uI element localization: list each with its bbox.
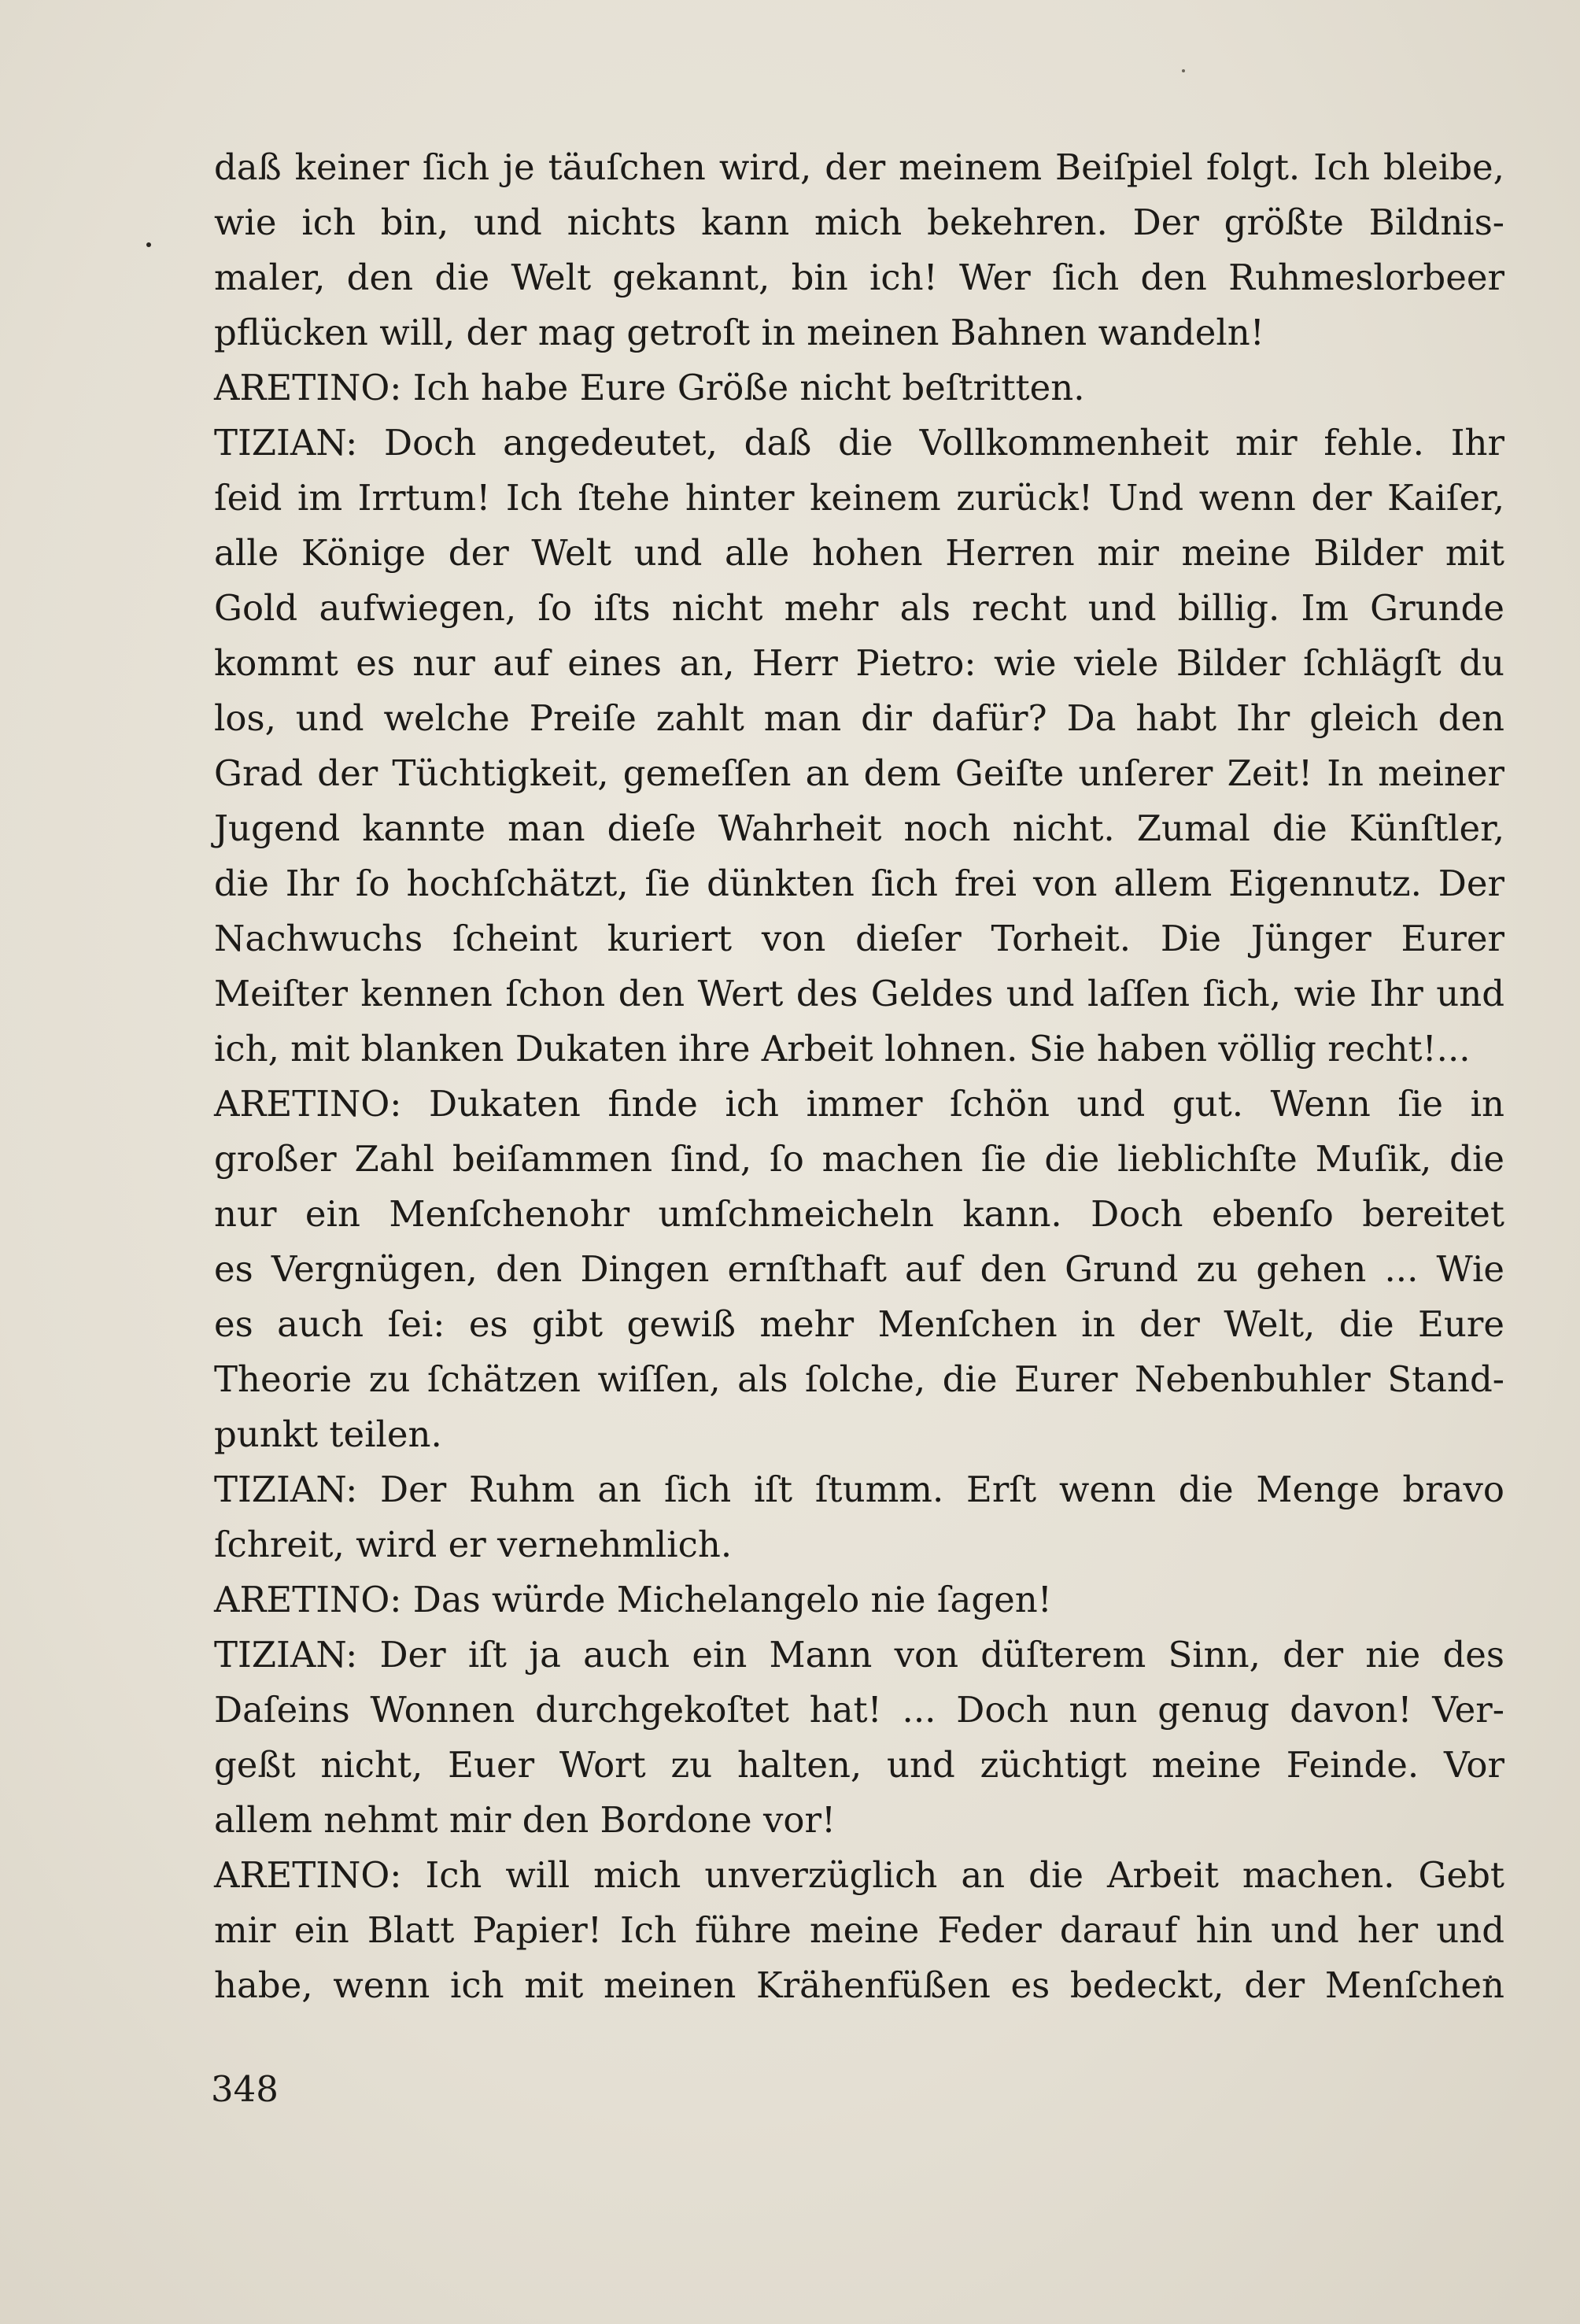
text-line: maler, den die Welt gekannt, bin ich! Wer ſich den Ruhmeslorbeer [214,257,1504,298]
text-line: pflücken will, der mag getroſt in meinen Bahnen wandeln! [214,312,1264,353]
text-line: alle Könige der Welt und alle hohen Herren mir meine Bilder mit [214,532,1504,574]
text-line: TIZIAN: Der iſt ja auch ein Mann von düſterem Sinn, der nie des [214,1634,1504,1676]
text-line: die Ihr ſo hochſchätzt, ſie dünkten ſich frei von allem Eigennutz. Der [214,863,1504,904]
text-line: allem nehmt mir den Bordone vor! [214,1799,836,1841]
text-line: großer Zahl beiſammen ſind, ſo machen ſie die lieblichſte Muſik, die [214,1138,1504,1180]
text-line: ARETINO: Das würde Michelangelo nie ſagen! [214,1579,1052,1620]
text-line: ſeid im Irrtum! Ich ſtehe hinter keinem zurück! Und wenn der Kaiſer, [214,477,1504,519]
text-line: Jugend kannte man dieſe Wahrheit noch nicht. Zumal die Künſtler, [214,807,1504,849]
text-line: Nachwuchs ſcheint kuriert von dieſer Torheit. Die Jünger Eurer [214,918,1504,959]
text-line: Grad der Tüchtigkeit, gemeſſen an dem Geiſte unſerer Zeit! In meiner [214,752,1504,794]
text-line: Gold aufwiegen, ſo iſts nicht mehr als recht und billig. Im Grunde [214,587,1504,629]
text-line: ARETINO: Dukaten finde ich immer ſchön und gut. Wenn ſie in [214,1083,1504,1125]
text-line: es Vergnügen, den Dingen ernſthaft auf den Grund zu gehen ... Wie [214,1248,1504,1290]
text-line: habe, wenn ich mit meinen Krähenfüßen es bedeckt, der Menſchen [214,1964,1504,2006]
text-line: ſchreit, wird er vernehmlich. [214,1524,733,1565]
text-line: wie ich bin, und nichts kann mich bekehren. Der größte Bildnis- [214,201,1504,243]
text-line: geßt nicht, Euer Wort zu halten, und züchtigt meine Feinde. Vor [214,1744,1504,1786]
text-line: es auch ſei: es gibt gewiß mehr Menſchen in der Welt, die Eure [214,1303,1504,1345]
text-line: Daſeins Wonnen durchgekoſtet hat! ... Doch nun genug davon! Ver- [214,1689,1504,1731]
text-line: TIZIAN: Doch angedeutet, daß die Vollkommenheit mir fehle. Ihr [214,422,1504,464]
text-line: ARETINO: Ich will mich unverzüglich an die Arbeit machen. Gebt [214,1854,1504,1896]
text-line: TIZIAN: Der Ruhm an ſich iſt ſtumm. Erſt wenn die Menge bravo [214,1469,1504,1510]
text-line: punkt teilen. [214,1413,442,1455]
text-line: Theorie zu ſchätzen wiſſen, als ſolche, die Eurer Nebenbuhler Stand- [214,1358,1504,1400]
ink-speck [1182,69,1185,72]
text-line: ARETINO: Ich habe Eure Größe nicht beſtritten. [214,367,1085,408]
body-text [214,140,1504,2013]
text-line: Meiſter kennen ſchon den Wert des Geldes und laſſen ſich, wie Ihr und [214,973,1504,1014]
text-line: nur ein Menſchenohr umſchmeicheln kann. Doch ebenſo bereitet [214,1193,1504,1235]
text-line: kommt es nur auf eines an, Herr Pietro: wie viele Bilder ſchlägſt du [214,642,1504,684]
text-line: daß keiner ſich je täuſchen wird, der meinem Beiſpiel folgt. Ich bleibe, [214,146,1504,188]
text-line: ich, mit blanken Dukaten ihre Arbeit lohnen. Sie haben völlig recht!... [214,1028,1471,1070]
text-line: los, und welche Preiſe zahlt man dir dafür? Da habt Ihr gleich den [214,697,1504,739]
page-number: 348 [211,2068,279,2110]
text-line: mir ein Blatt Papier! Ich führe meine Feder darauf hin und her und [214,1909,1504,1951]
ink-speck [146,242,151,247]
